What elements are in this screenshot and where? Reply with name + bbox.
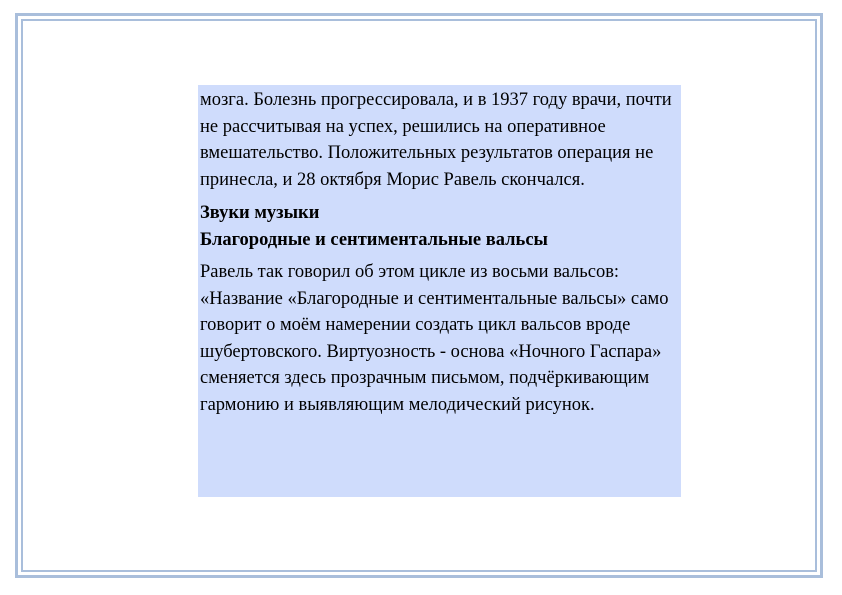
paragraph-waltzes: Равель так говорил об этом цикле из восьми вальсов: «Название «Благородные и сентиментальные вальсы» само говорит о моём намерении создать цикл вальсов вроде шубертовского. Виртуозность - основа «Ночного Гаспара» сменяется здесь прозрачным письмом, подчёркивающим гармонию и выявляющим мелодический рисунок. <box>200 262 669 415</box>
paragraph-illness: мозга. Болезнь прогрессировала, и в 1937 году врачи, почти не рассчитывая на успех, решились на оперативное вмешательство. Положительных результатов операция не принесла, и 28 октября Морис Равель скончался. <box>200 90 672 190</box>
text-block <box>198 85 681 497</box>
heading-waltzes: Благородные и сентиментальные вальсы <box>200 229 548 250</box>
heading-sounds-of-music: Звуки музыки <box>200 203 320 223</box>
